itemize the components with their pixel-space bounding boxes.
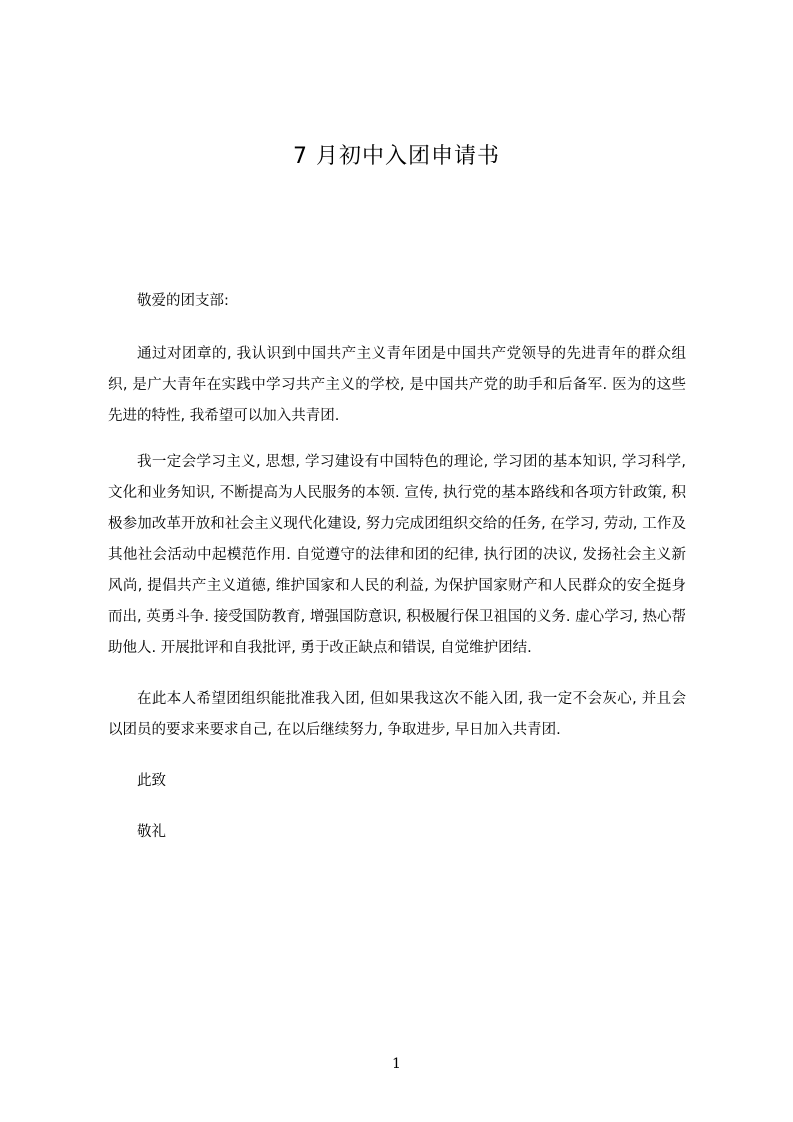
closing-line-1: 此致 bbox=[137, 773, 166, 789]
paragraph-1: 通过对团章的, 我认识到中国共产主义青年团是中国共产党领导的先进青年的群众组织, 是广大青年在实践中学习共产主义的学校, 是中国共产党的助手和后备军. 医为的这些先进的特性, 我希望可以加入共青团. bbox=[108, 346, 686, 424]
paragraph-2: 我一定会学习主义, 思想, 学习建设有中国特色的理论, 学习团的基本知识, 学习科学, 文化和业务知识, 不断提高为人民服务的本领. 宣传, 执行党的基本路线和各项方针政策, 积极参加改革开放和社会主义现代化建设, 努力完成团组织交给的任务, 在学习, 劳动, 工作及其他社会活动中起模范作用. 自觉遵守的法律和团的纪律, 执行团的决议, 发扬社会主义新风尚, 提倡共产主义道德, 维护国家和人民的利益, 为保护国家财产和人民群众的安全挺身而出, 英勇斗争. 接受国防教育, 增强国防意识, 积极履行保卫祖国的义务. 虚心学习, 热心帮助他人. 开展批评和自我批评, 勇于改正缺点和错误, 自觉维护团结. bbox=[108, 454, 686, 656]
paragraph-3: 在此本人希望团组织能批准我入团, 但如果我这次不能入团, 我一定不会灰心, 并且会以团员的要求来要求自己, 在以后继续努力, 争取进步, 早日加入共青团. bbox=[108, 691, 686, 738]
closing-line-2: 敬礼 bbox=[137, 824, 166, 840]
salutation: 敬爱的团支部: bbox=[137, 293, 229, 309]
page-number: 1 bbox=[392, 1056, 401, 1072]
page-title: 7 月初中入团申请书 bbox=[293, 144, 500, 169]
